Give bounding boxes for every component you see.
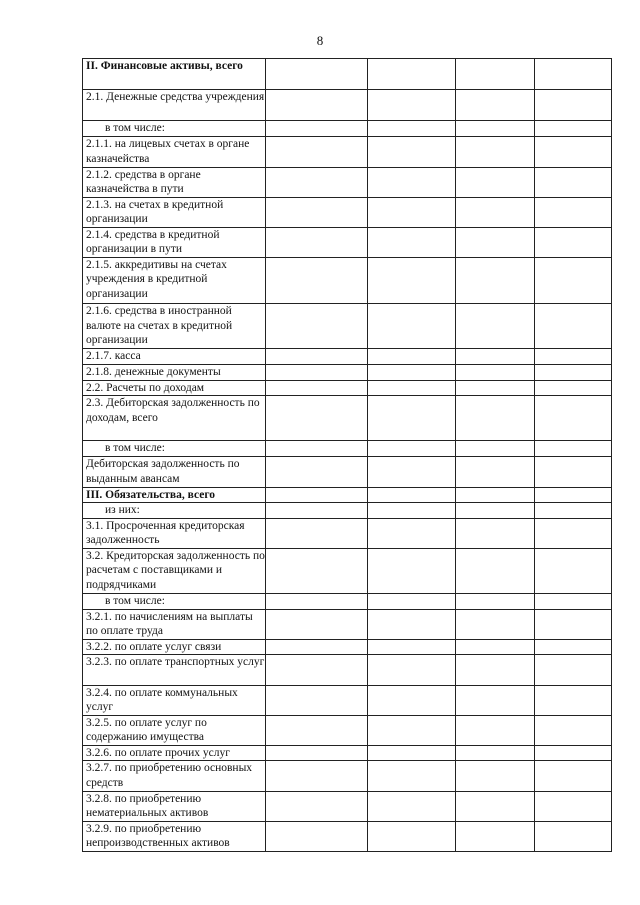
value-cell-2 bbox=[368, 349, 456, 365]
row-label: 3.2.4. по оплате коммунальных услуг bbox=[83, 685, 266, 715]
row-label: 2.1.8. денежные документы bbox=[83, 364, 266, 380]
value-cell-1 bbox=[266, 594, 368, 610]
table-row bbox=[83, 380, 612, 396]
value-cell-1 bbox=[266, 121, 368, 137]
value-cell-3 bbox=[456, 167, 535, 197]
table-row bbox=[83, 685, 612, 715]
value-cell-3 bbox=[456, 227, 535, 257]
table-row bbox=[83, 441, 612, 457]
row-label: II. Финансовые активы, всего bbox=[83, 59, 266, 90]
value-cell-1 bbox=[266, 518, 368, 548]
value-cell-2 bbox=[368, 137, 456, 167]
value-cell-2 bbox=[368, 715, 456, 745]
value-cell-4 bbox=[535, 594, 612, 610]
value-cell-4 bbox=[535, 821, 612, 851]
value-cell-2 bbox=[368, 227, 456, 257]
value-cell-4 bbox=[535, 715, 612, 745]
value-cell-2 bbox=[368, 518, 456, 548]
value-cell-2 bbox=[368, 257, 456, 303]
value-cell-4 bbox=[535, 304, 612, 349]
row-label: 3.2.3. по оплате транспортных услуг bbox=[83, 655, 266, 685]
value-cell-4 bbox=[535, 791, 612, 821]
value-cell-1 bbox=[266, 441, 368, 457]
row-label: 3.2.9. по приобретению непроизводственных активов bbox=[83, 821, 266, 851]
value-cell-2 bbox=[368, 364, 456, 380]
value-cell-1 bbox=[266, 503, 368, 519]
value-cell-2 bbox=[368, 396, 456, 441]
value-cell-1 bbox=[266, 609, 368, 639]
row-label: 3.2.6. по оплате прочих услуг bbox=[83, 745, 266, 761]
value-cell-2 bbox=[368, 548, 456, 593]
value-cell-4 bbox=[535, 639, 612, 655]
value-cell-4 bbox=[535, 137, 612, 167]
value-cell-3 bbox=[456, 791, 535, 821]
value-cell-1 bbox=[266, 197, 368, 227]
row-label: 3.2. Кредиторская задолженность по расчетам с поставщиками и подрядчиками bbox=[83, 548, 266, 593]
value-cell-4 bbox=[535, 380, 612, 396]
value-cell-3 bbox=[456, 59, 535, 90]
table-row bbox=[83, 594, 612, 610]
value-cell-1 bbox=[266, 639, 368, 655]
value-cell-4 bbox=[535, 197, 612, 227]
value-cell-3 bbox=[456, 821, 535, 851]
value-cell-3 bbox=[456, 121, 535, 137]
value-cell-3 bbox=[456, 137, 535, 167]
value-cell-2 bbox=[368, 457, 456, 487]
value-cell-4 bbox=[535, 396, 612, 441]
table-row bbox=[83, 457, 612, 487]
financial-report-table bbox=[82, 58, 612, 852]
table-row bbox=[83, 715, 612, 745]
table-row bbox=[83, 349, 612, 365]
value-cell-2 bbox=[368, 685, 456, 715]
row-label: 3.2.1. по начислениям на выплаты по оплате труда bbox=[83, 609, 266, 639]
value-cell-1 bbox=[266, 227, 368, 257]
table-row bbox=[83, 137, 612, 167]
table-row bbox=[83, 167, 612, 197]
value-cell-3 bbox=[456, 594, 535, 610]
value-cell-2 bbox=[368, 487, 456, 503]
value-cell-3 bbox=[456, 257, 535, 303]
value-cell-1 bbox=[266, 745, 368, 761]
value-cell-3 bbox=[456, 548, 535, 593]
value-cell-4 bbox=[535, 655, 612, 685]
value-cell-1 bbox=[266, 761, 368, 791]
value-cell-2 bbox=[368, 791, 456, 821]
row-label: в том числе: bbox=[83, 441, 266, 457]
row-label: III. Обязательства, всего bbox=[83, 487, 266, 503]
value-cell-1 bbox=[266, 380, 368, 396]
value-cell-2 bbox=[368, 167, 456, 197]
table-row bbox=[83, 364, 612, 380]
value-cell-1 bbox=[266, 59, 368, 90]
value-cell-3 bbox=[456, 745, 535, 761]
value-cell-3 bbox=[456, 715, 535, 745]
table-row bbox=[83, 197, 612, 227]
table-row bbox=[83, 609, 612, 639]
value-cell-2 bbox=[368, 59, 456, 90]
table-row bbox=[83, 761, 612, 791]
value-cell-3 bbox=[456, 761, 535, 791]
table-row bbox=[83, 655, 612, 685]
value-cell-2 bbox=[368, 821, 456, 851]
value-cell-2 bbox=[368, 197, 456, 227]
value-cell-1 bbox=[266, 487, 368, 503]
value-cell-3 bbox=[456, 197, 535, 227]
value-cell-3 bbox=[456, 90, 535, 121]
value-cell-4 bbox=[535, 457, 612, 487]
value-cell-4 bbox=[535, 167, 612, 197]
row-label: 3.2.5. по оплате услуг по содержанию имущества bbox=[83, 715, 266, 745]
value-cell-2 bbox=[368, 90, 456, 121]
value-cell-1 bbox=[266, 457, 368, 487]
value-cell-4 bbox=[535, 59, 612, 90]
table-row bbox=[83, 821, 612, 851]
value-cell-4 bbox=[535, 349, 612, 365]
value-cell-3 bbox=[456, 685, 535, 715]
row-label: 2.1.1. на лицевых счетах в органе казначейства bbox=[83, 137, 266, 167]
table-row bbox=[83, 304, 612, 349]
value-cell-4 bbox=[535, 745, 612, 761]
value-cell-2 bbox=[368, 441, 456, 457]
value-cell-3 bbox=[456, 304, 535, 349]
value-cell-3 bbox=[456, 609, 535, 639]
value-cell-1 bbox=[266, 685, 368, 715]
value-cell-4 bbox=[535, 609, 612, 639]
value-cell-2 bbox=[368, 380, 456, 396]
value-cell-4 bbox=[535, 90, 612, 121]
value-cell-1 bbox=[266, 167, 368, 197]
page-number: 8 bbox=[316, 33, 324, 48]
value-cell-1 bbox=[266, 715, 368, 745]
table-row bbox=[83, 90, 612, 121]
value-cell-1 bbox=[266, 137, 368, 167]
value-cell-4 bbox=[535, 503, 612, 519]
table-row bbox=[83, 548, 612, 593]
row-label: 2.3. Дебиторская задолженность по доходам, всего bbox=[83, 396, 266, 441]
table-row bbox=[83, 503, 612, 519]
row-label: 2.1. Денежные средства учреждения bbox=[83, 90, 266, 121]
value-cell-1 bbox=[266, 257, 368, 303]
value-cell-3 bbox=[456, 349, 535, 365]
value-cell-1 bbox=[266, 364, 368, 380]
value-cell-3 bbox=[456, 487, 535, 503]
value-cell-3 bbox=[456, 518, 535, 548]
value-cell-3 bbox=[456, 457, 535, 487]
row-label: 3.2.2. по оплате услуг связи bbox=[83, 639, 266, 655]
value-cell-2 bbox=[368, 655, 456, 685]
value-cell-2 bbox=[368, 503, 456, 519]
value-cell-3 bbox=[456, 441, 535, 457]
value-cell-4 bbox=[535, 548, 612, 593]
table-row bbox=[83, 227, 612, 257]
table-row bbox=[83, 791, 612, 821]
value-cell-3 bbox=[456, 396, 535, 441]
value-cell-1 bbox=[266, 821, 368, 851]
table-row bbox=[83, 396, 612, 441]
value-cell-1 bbox=[266, 349, 368, 365]
row-label: в том числе: bbox=[83, 594, 266, 610]
value-cell-3 bbox=[456, 380, 535, 396]
row-label: из них: bbox=[83, 503, 266, 519]
row-label: в том числе: bbox=[83, 121, 266, 137]
value-cell-4 bbox=[535, 685, 612, 715]
value-cell-4 bbox=[535, 761, 612, 791]
table-row bbox=[83, 745, 612, 761]
table-row bbox=[83, 121, 612, 137]
value-cell-3 bbox=[456, 503, 535, 519]
value-cell-1 bbox=[266, 396, 368, 441]
row-label: 2.1.6. средства в иностранной валюте на счетах в кредитной организации bbox=[83, 304, 266, 349]
row-label: 2.1.4. средства в кредитной организации в пути bbox=[83, 227, 266, 257]
value-cell-3 bbox=[456, 655, 535, 685]
value-cell-4 bbox=[535, 364, 612, 380]
table-row bbox=[83, 59, 612, 90]
value-cell-2 bbox=[368, 639, 456, 655]
row-label: 3.2.8. по приобретению нематериальных активов bbox=[83, 791, 266, 821]
row-label: 3.1. Просроченная кредиторская задолженность bbox=[83, 518, 266, 548]
value-cell-2 bbox=[368, 761, 456, 791]
value-cell-2 bbox=[368, 745, 456, 761]
table-row bbox=[83, 518, 612, 548]
value-cell-4 bbox=[535, 121, 612, 137]
value-cell-2 bbox=[368, 594, 456, 610]
row-label: 3.2.7. по приобретению основных средств bbox=[83, 761, 266, 791]
value-cell-2 bbox=[368, 304, 456, 349]
value-cell-4 bbox=[535, 441, 612, 457]
row-label: 2.1.5. аккредитивы на счетах учреждения в кредитной организации bbox=[83, 257, 266, 303]
value-cell-1 bbox=[266, 304, 368, 349]
row-label: 2.1.3. на счетах в кредитной организации bbox=[83, 197, 266, 227]
table-row bbox=[83, 487, 612, 503]
value-cell-4 bbox=[535, 257, 612, 303]
value-cell-1 bbox=[266, 548, 368, 593]
value-cell-1 bbox=[266, 90, 368, 121]
report-table-body bbox=[83, 59, 612, 852]
value-cell-1 bbox=[266, 791, 368, 821]
value-cell-4 bbox=[535, 227, 612, 257]
value-cell-2 bbox=[368, 121, 456, 137]
row-label: 2.2. Расчеты по доходам bbox=[83, 380, 266, 396]
row-label: Дебиторская задолженность по выданным авансам bbox=[83, 457, 266, 487]
value-cell-3 bbox=[456, 639, 535, 655]
row-label: 2.1.2. средства в органе казначейства в пути bbox=[83, 167, 266, 197]
row-label: 2.1.7. касса bbox=[83, 349, 266, 365]
value-cell-4 bbox=[535, 518, 612, 548]
value-cell-4 bbox=[535, 487, 612, 503]
value-cell-1 bbox=[266, 655, 368, 685]
value-cell-3 bbox=[456, 364, 535, 380]
table-row bbox=[83, 257, 612, 303]
table-row bbox=[83, 639, 612, 655]
value-cell-2 bbox=[368, 609, 456, 639]
